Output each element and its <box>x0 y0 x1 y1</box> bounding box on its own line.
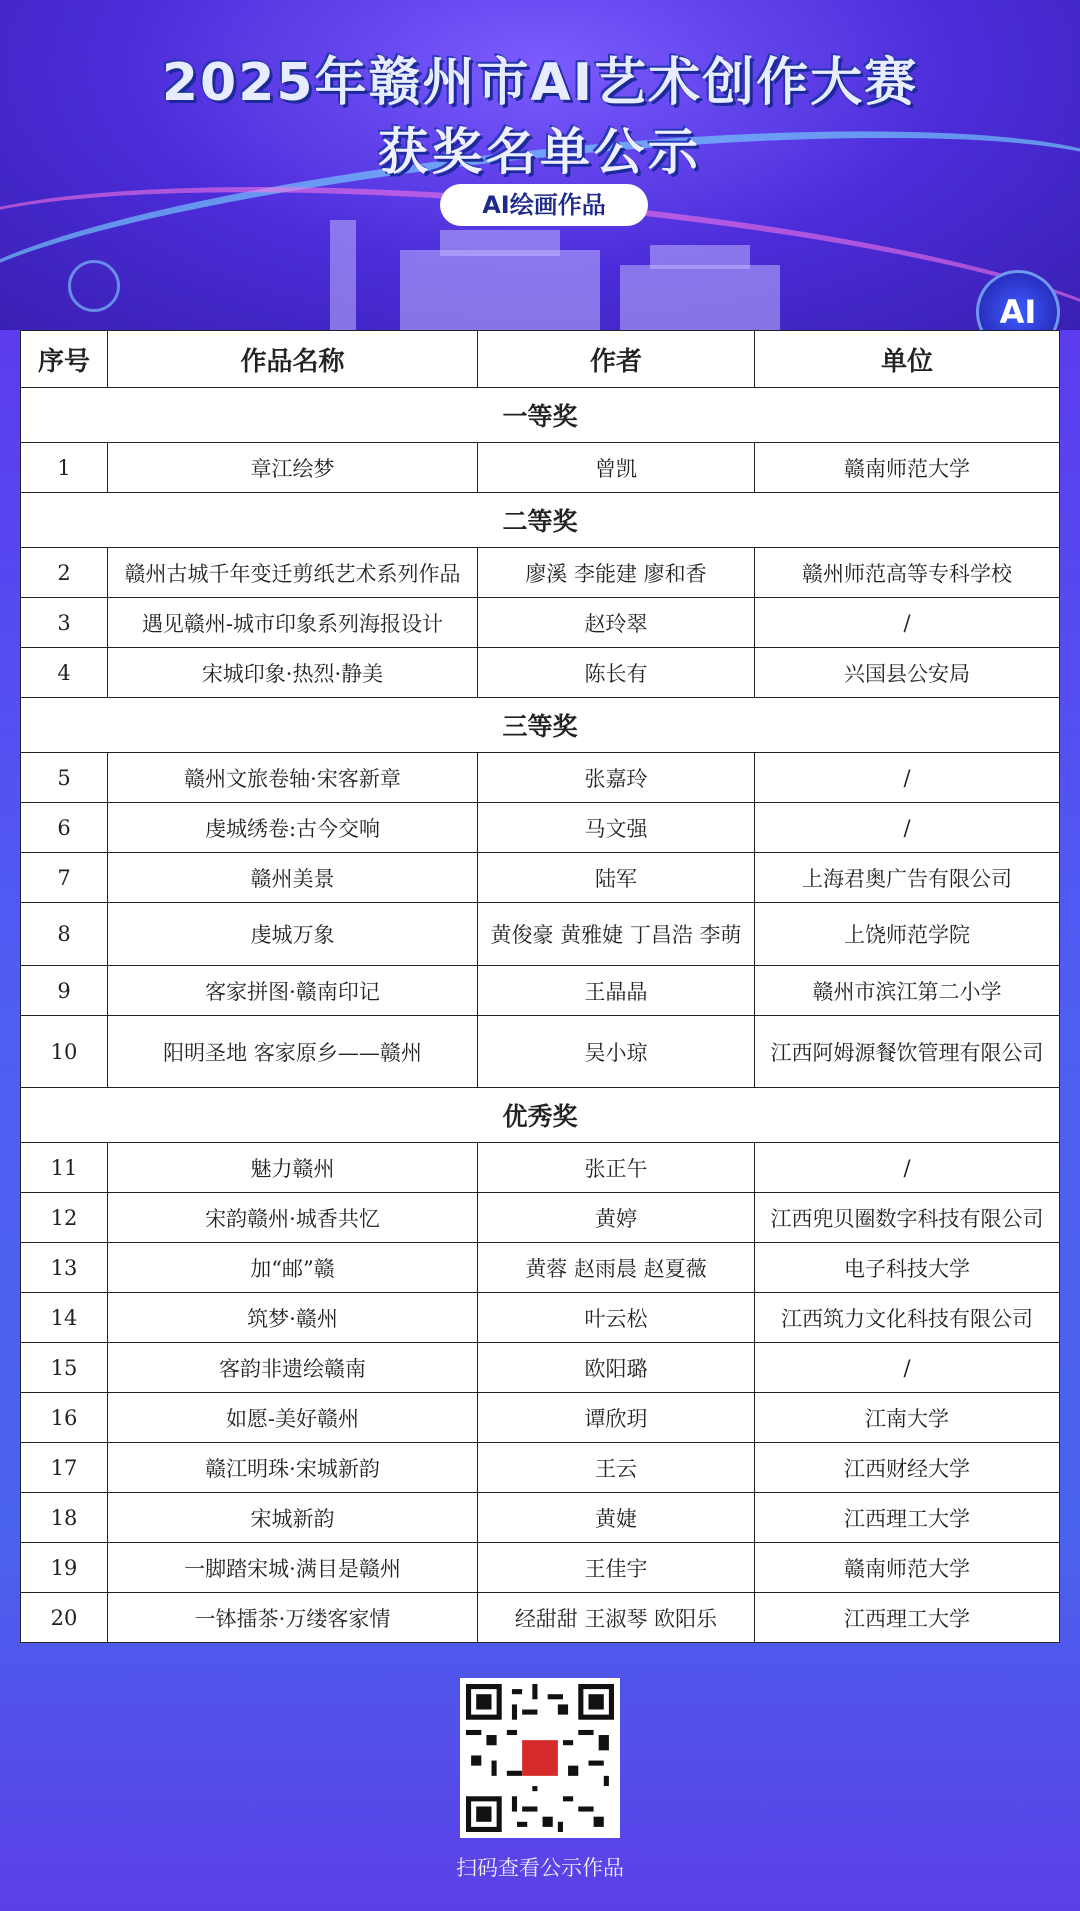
row-number: 3 <box>21 598 108 648</box>
row-number: 13 <box>21 1243 108 1293</box>
work-title: 客家拼图·赣南印记 <box>108 966 478 1016</box>
column-header: 序号 <box>21 331 108 388</box>
award-section-row <box>21 1088 1060 1143</box>
author: 张正午 <box>478 1143 755 1193</box>
row-number: 16 <box>21 1393 108 1443</box>
work-title: 宋韵赣州·城香共忆 <box>108 1193 478 1243</box>
row-number: 8 <box>21 903 108 966</box>
work-title: 宋城新韵 <box>108 1493 478 1543</box>
organization: / <box>755 803 1060 853</box>
qr-caption: 扫码查看公示作品 <box>456 1856 624 1880</box>
row-number: 20 <box>21 1593 108 1643</box>
table-row <box>21 1543 1060 1593</box>
author: 赵玲翠 <box>478 598 755 648</box>
table-row <box>21 1293 1060 1343</box>
author: 经甜甜 王淑琴 欧阳乐 <box>478 1593 755 1643</box>
work-title: 虔城万象 <box>108 903 478 966</box>
table-row <box>21 443 1060 493</box>
column-header: 作品名称 <box>108 331 478 388</box>
award-section-title: 优秀奖 <box>21 1088 1060 1143</box>
table-header-row <box>21 331 1060 388</box>
table-row <box>21 1343 1060 1393</box>
organization: 赣南师范大学 <box>755 1543 1060 1593</box>
work-title: 遇见赣州-城市印象系列海报设计 <box>108 598 478 648</box>
organization: 上饶师范学院 <box>755 903 1060 966</box>
row-number: 15 <box>21 1343 108 1393</box>
award-section-title: 二等奖 <box>21 493 1060 548</box>
organization: 赣州师范高等专科学校 <box>755 548 1060 598</box>
organization: 赣南师范大学 <box>755 443 1060 493</box>
organization: 江西财经大学 <box>755 1443 1060 1493</box>
organization: 江西理工大学 <box>755 1593 1060 1643</box>
author: 吴小琼 <box>478 1016 755 1088</box>
work-title: 章江绘梦 <box>108 443 478 493</box>
organization: / <box>755 1343 1060 1393</box>
award-section-row <box>21 388 1060 443</box>
row-number: 19 <box>21 1543 108 1593</box>
author: 黄婕 <box>478 1493 755 1543</box>
author: 王云 <box>478 1443 755 1493</box>
author: 王晶晶 <box>478 966 755 1016</box>
author: 黄蓉 赵雨晨 赵夏薇 <box>478 1243 755 1293</box>
organization: / <box>755 1143 1060 1193</box>
table-row <box>21 803 1060 853</box>
author: 陆军 <box>478 853 755 903</box>
author: 王佳宇 <box>478 1543 755 1593</box>
table-row <box>21 1593 1060 1643</box>
decor-ring-icon <box>68 260 120 312</box>
row-number: 4 <box>21 648 108 698</box>
column-header: 作者 <box>478 331 755 388</box>
work-title: 宋城印象·热烈·静美 <box>108 648 478 698</box>
table-row <box>21 1193 1060 1243</box>
table-row <box>21 1143 1060 1193</box>
organization: / <box>755 598 1060 648</box>
category-tag: AI绘画作品 <box>440 184 648 226</box>
organization: 江西阿姆源餐饮管理有限公司 <box>755 1016 1060 1088</box>
row-number: 1 <box>21 443 108 493</box>
organization: / <box>755 753 1060 803</box>
organization: 赣州市滨江第二小学 <box>755 966 1060 1016</box>
work-title: 魅力赣州 <box>108 1143 478 1193</box>
table-row <box>21 1443 1060 1493</box>
organization: 上海君奥广告有限公司 <box>755 853 1060 903</box>
work-title: 客韵非遗绘赣南 <box>108 1343 478 1393</box>
table-row <box>21 1393 1060 1443</box>
organization: 江西理工大学 <box>755 1493 1060 1543</box>
table-row <box>21 648 1060 698</box>
work-title: 一脚踏宋城·满目是赣州 <box>108 1543 478 1593</box>
organization: 兴国县公安局 <box>755 648 1060 698</box>
organization: 电子科技大学 <box>755 1243 1060 1293</box>
work-title: 虔城绣卷:古今交响 <box>108 803 478 853</box>
row-number: 18 <box>21 1493 108 1543</box>
page-title: 2025年赣州市AI艺术创作大赛 <box>161 53 919 113</box>
author: 陈长有 <box>478 648 755 698</box>
author: 马文强 <box>478 803 755 853</box>
row-number: 17 <box>21 1443 108 1493</box>
row-number: 12 <box>21 1193 108 1243</box>
ai-badge-icon: AI <box>976 270 1060 330</box>
row-number: 5 <box>21 753 108 803</box>
author: 廖溪 李能建 廖和香 <box>478 548 755 598</box>
row-number: 2 <box>21 548 108 598</box>
work-title: 阳明圣地 客家原乡——赣州 <box>108 1016 478 1088</box>
table-row <box>21 853 1060 903</box>
qr-code[interactable] <box>460 1678 620 1838</box>
row-number: 10 <box>21 1016 108 1088</box>
table-row <box>21 966 1060 1016</box>
qr-code-icon <box>466 1684 614 1832</box>
author: 欧阳璐 <box>478 1343 755 1393</box>
author: 曾凯 <box>478 443 755 493</box>
author: 张嘉玲 <box>478 753 755 803</box>
organization: 江西筑力文化科技有限公司 <box>755 1293 1060 1343</box>
table-row <box>21 1016 1060 1088</box>
table-row <box>21 1493 1060 1543</box>
author: 黄俊豪 黄雅婕 丁昌浩 李萌 <box>478 903 755 966</box>
award-section-title: 一等奖 <box>21 388 1060 443</box>
award-section-row <box>21 698 1060 753</box>
work-title: 赣州文旅卷轴·宋客新章 <box>108 753 478 803</box>
work-title: 一钵擂茶·万缕客家情 <box>108 1593 478 1643</box>
work-title: 赣江明珠·宋城新韵 <box>108 1443 478 1493</box>
table-row <box>21 548 1060 598</box>
row-number: 7 <box>21 853 108 903</box>
award-section-row <box>21 493 1060 548</box>
work-title: 筑梦·赣州 <box>108 1293 478 1343</box>
table-row <box>21 598 1060 648</box>
awards-table <box>20 330 1060 1643</box>
work-title: 加“邮”赣 <box>108 1243 478 1293</box>
column-header: 单位 <box>755 331 1060 388</box>
table-row <box>21 903 1060 966</box>
header-banner <box>0 0 1080 330</box>
table-row <box>21 1243 1060 1293</box>
organization: 江南大学 <box>755 1393 1060 1443</box>
table-row <box>21 753 1060 803</box>
row-number: 14 <box>21 1293 108 1343</box>
work-title: 赣州美景 <box>108 853 478 903</box>
row-number: 11 <box>21 1143 108 1193</box>
work-title: 如愿-美好赣州 <box>108 1393 478 1443</box>
work-title: 赣州古城千年变迁剪纸艺术系列作品 <box>108 548 478 598</box>
row-number: 6 <box>21 803 108 853</box>
row-number: 9 <box>21 966 108 1016</box>
author: 谭欣玥 <box>478 1393 755 1443</box>
city-skyline-illustration <box>290 210 810 330</box>
author: 叶云松 <box>478 1293 755 1343</box>
author: 黄婷 <box>478 1193 755 1243</box>
organization: 江西兜贝圈数字科技有限公司 <box>755 1193 1060 1243</box>
page-subtitle: 获奖名单公示 <box>378 123 702 181</box>
award-section-title: 三等奖 <box>21 698 1060 753</box>
